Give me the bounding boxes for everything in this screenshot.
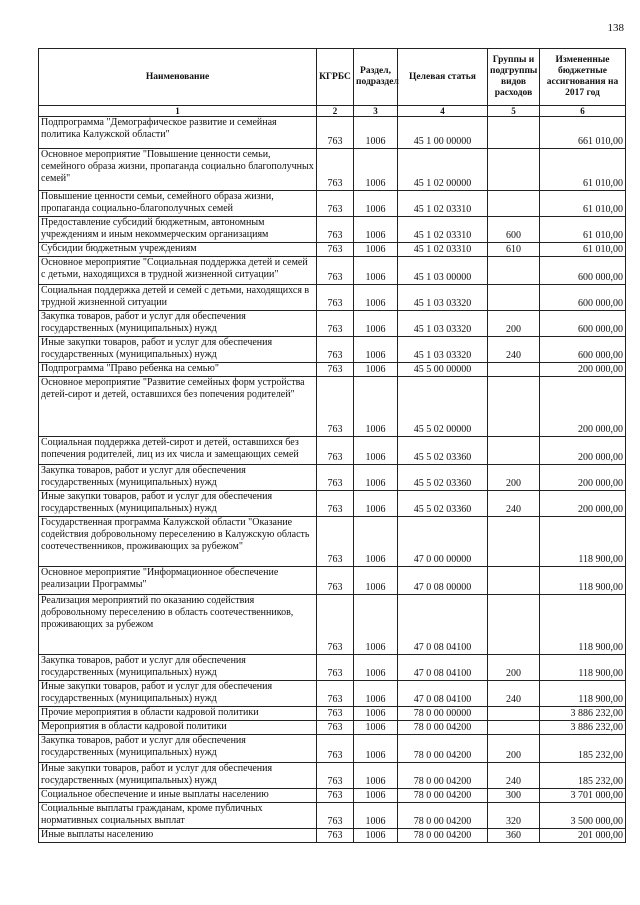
column-number: 2 — [317, 106, 354, 117]
table-row — [39, 803, 626, 829]
row-kgrbs: 763 — [317, 655, 354, 681]
row-target: 45 1 03 00000 — [398, 257, 488, 285]
row-group — [488, 285, 540, 311]
row-target: 45 1 02 03310 — [398, 243, 488, 257]
row-group — [488, 517, 540, 567]
row-target: 78 0 00 04200 — [398, 735, 488, 763]
row-kgrbs: 763 — [317, 117, 354, 149]
budget-table — [38, 48, 626, 843]
row-target: 78 0 00 04200 — [398, 803, 488, 829]
table-row — [39, 337, 626, 363]
row-amount: 200 000,00 — [540, 465, 626, 491]
row-section: 1006 — [354, 377, 398, 437]
row-amount: 61 010,00 — [540, 217, 626, 243]
table-row — [39, 517, 626, 567]
row-group — [488, 149, 540, 191]
row-kgrbs: 763 — [317, 243, 354, 257]
row-section: 1006 — [354, 517, 398, 567]
row-group — [488, 567, 540, 595]
table-row — [39, 655, 626, 681]
table-row — [39, 735, 626, 763]
row-target: 78 0 00 04200 — [398, 789, 488, 803]
row-target: 45 1 03 03320 — [398, 311, 488, 337]
row-target: 45 5 02 03360 — [398, 491, 488, 517]
table-row — [39, 363, 626, 377]
row-group: 200 — [488, 735, 540, 763]
row-group — [488, 363, 540, 377]
table-row — [39, 681, 626, 707]
row-group: 320 — [488, 803, 540, 829]
row-target: 47 0 08 00000 — [398, 567, 488, 595]
row-amount: 118 900,00 — [540, 595, 626, 655]
column-number: 6 — [540, 106, 626, 117]
table-row — [39, 437, 626, 465]
row-target: 78 0 00 04200 — [398, 763, 488, 789]
table-row — [39, 595, 626, 655]
row-section: 1006 — [354, 149, 398, 191]
row-amount: 200 000,00 — [540, 491, 626, 517]
row-target: 47 0 00 00000 — [398, 517, 488, 567]
header-target: Целевая статья — [398, 49, 488, 106]
row-name: Иные закупки товаров, работ и услуг для обеспечения государственных (муниципальных) нужд — [39, 763, 317, 789]
row-amount: 200 000,00 — [540, 377, 626, 437]
row-kgrbs: 763 — [317, 517, 354, 567]
row-section: 1006 — [354, 363, 398, 377]
row-group — [488, 721, 540, 735]
row-section: 1006 — [354, 257, 398, 285]
column-number: 3 — [354, 106, 398, 117]
row-section: 1006 — [354, 311, 398, 337]
row-name: Государственная программа Калужской области "Оказание содействия добровольному переселению в Калужскую область соотечественников, проживающих за рубежом" — [39, 517, 317, 567]
row-kgrbs: 763 — [317, 257, 354, 285]
table-row — [39, 721, 626, 735]
row-amount: 600 000,00 — [540, 337, 626, 363]
row-target: 47 0 08 04100 — [398, 595, 488, 655]
row-target: 45 5 02 03360 — [398, 465, 488, 491]
row-section: 1006 — [354, 803, 398, 829]
row-target: 78 0 00 04200 — [398, 721, 488, 735]
row-kgrbs: 763 — [317, 789, 354, 803]
row-name: Закупка товаров, работ и услуг для обеспечения государственных (муниципальных) нужд — [39, 735, 317, 763]
row-amount: 200 000,00 — [540, 363, 626, 377]
row-amount: 3 500 000,00 — [540, 803, 626, 829]
row-amount: 3 886 232,00 — [540, 707, 626, 721]
row-name: Иные закупки товаров, работ и услуг для обеспечения государственных (муниципальных) нужд — [39, 491, 317, 517]
row-kgrbs: 763 — [317, 595, 354, 655]
row-name: Закупка товаров, работ и услуг для обеспечения государственных (муниципальных) нужд — [39, 655, 317, 681]
row-group: 610 — [488, 243, 540, 257]
row-target: 45 5 02 03360 — [398, 437, 488, 465]
row-section: 1006 — [354, 735, 398, 763]
row-kgrbs: 763 — [317, 377, 354, 437]
row-group: 240 — [488, 337, 540, 363]
row-amount: 600 000,00 — [540, 257, 626, 285]
table-row — [39, 257, 626, 285]
row-section: 1006 — [354, 763, 398, 789]
row-kgrbs: 763 — [317, 681, 354, 707]
row-kgrbs: 763 — [317, 707, 354, 721]
row-section: 1006 — [354, 789, 398, 803]
row-name: Основное мероприятие "Социальная поддержка детей и семей с детьми, находящихся в трудной жизненной ситуации" — [39, 257, 317, 285]
row-group: 240 — [488, 763, 540, 789]
column-number: 1 — [39, 106, 317, 117]
row-amount: 3 886 232,00 — [540, 721, 626, 735]
row-amount: 200 000,00 — [540, 437, 626, 465]
row-amount: 661 010,00 — [540, 117, 626, 149]
row-section: 1006 — [354, 491, 398, 517]
row-section: 1006 — [354, 191, 398, 217]
row-section: 1006 — [354, 567, 398, 595]
row-kgrbs: 763 — [317, 149, 354, 191]
table-row — [39, 149, 626, 191]
row-amount: 118 900,00 — [540, 517, 626, 567]
table-row — [39, 117, 626, 149]
row-name: Закупка товаров, работ и услуг для обеспечения государственных (муниципальных) нужд — [39, 311, 317, 337]
row-name: Закупка товаров, работ и услуг для обеспечения государственных (муниципальных) нужд — [39, 465, 317, 491]
row-group — [488, 257, 540, 285]
table-row — [39, 377, 626, 437]
row-group: 240 — [488, 491, 540, 517]
row-target: 45 5 02 00000 — [398, 377, 488, 437]
table-row — [39, 285, 626, 311]
row-amount: 185 232,00 — [540, 763, 626, 789]
row-group: 240 — [488, 681, 540, 707]
row-amount: 600 000,00 — [540, 285, 626, 311]
row-target: 45 1 03 03320 — [398, 337, 488, 363]
row-section: 1006 — [354, 707, 398, 721]
row-kgrbs: 763 — [317, 567, 354, 595]
row-section: 1006 — [354, 465, 398, 491]
row-group: 200 — [488, 465, 540, 491]
table-row — [39, 707, 626, 721]
row-name: Прочие мероприятия в области кадровой политики — [39, 707, 317, 721]
row-amount: 185 232,00 — [540, 735, 626, 763]
column-number: 4 — [398, 106, 488, 117]
row-kgrbs: 763 — [317, 363, 354, 377]
row-amount: 61 010,00 — [540, 243, 626, 257]
row-amount: 61 010,00 — [540, 191, 626, 217]
row-section: 1006 — [354, 337, 398, 363]
row-amount: 201 000,00 — [540, 829, 626, 843]
column-number-row — [39, 106, 626, 117]
row-target: 47 0 08 04100 — [398, 681, 488, 707]
table-row — [39, 465, 626, 491]
row-kgrbs: 763 — [317, 337, 354, 363]
row-name: Реализация мероприятий по оказанию содействия добровольному переселению в область соотечественников, проживающих за рубежом — [39, 595, 317, 655]
row-name: Подпрограмма "Право ребенка на семью" — [39, 363, 317, 377]
header-name: Наименование — [39, 49, 317, 106]
row-group: 600 — [488, 217, 540, 243]
row-kgrbs: 763 — [317, 803, 354, 829]
row-group — [488, 437, 540, 465]
header-groups: Группы и подгруппы видов расходов — [488, 49, 540, 106]
row-group — [488, 117, 540, 149]
column-number: 5 — [488, 106, 540, 117]
row-group: 200 — [488, 655, 540, 681]
row-target: 45 1 02 00000 — [398, 149, 488, 191]
table-row — [39, 191, 626, 217]
row-group: 360 — [488, 829, 540, 843]
row-target: 47 0 08 04100 — [398, 655, 488, 681]
table-row — [39, 829, 626, 843]
row-kgrbs: 763 — [317, 829, 354, 843]
row-kgrbs: 763 — [317, 311, 354, 337]
row-group — [488, 595, 540, 655]
row-amount: 600 000,00 — [540, 311, 626, 337]
row-name: Основное мероприятие "Информационное обеспечение реализации Программы" — [39, 567, 317, 595]
row-kgrbs: 763 — [317, 465, 354, 491]
row-target: 45 5 00 00000 — [398, 363, 488, 377]
row-kgrbs: 763 — [317, 763, 354, 789]
row-section: 1006 — [354, 217, 398, 243]
row-name: Иные закупки товаров, работ и услуг для обеспечения государственных (муниципальных) нужд — [39, 337, 317, 363]
row-group — [488, 191, 540, 217]
row-name: Социальные выплаты гражданам, кроме публичных нормативных социальных выплат — [39, 803, 317, 829]
row-target: 78 0 00 04200 — [398, 829, 488, 843]
table-row — [39, 243, 626, 257]
header-row — [39, 49, 626, 106]
row-amount: 118 900,00 — [540, 567, 626, 595]
row-target: 45 1 03 03320 — [398, 285, 488, 311]
row-section: 1006 — [354, 655, 398, 681]
row-name: Предоставление субсидий бюджетным, автономным учреждениям и иным некоммерческим организациям — [39, 217, 317, 243]
row-kgrbs: 763 — [317, 217, 354, 243]
row-kgrbs: 763 — [317, 437, 354, 465]
row-amount: 118 900,00 — [540, 681, 626, 707]
row-amount: 118 900,00 — [540, 655, 626, 681]
row-group: 300 — [488, 789, 540, 803]
row-amount: 3 701 000,00 — [540, 789, 626, 803]
row-target: 45 1 02 03310 — [398, 191, 488, 217]
row-group — [488, 707, 540, 721]
table-row — [39, 789, 626, 803]
row-target: 45 1 00 00000 — [398, 117, 488, 149]
row-kgrbs: 763 — [317, 721, 354, 735]
row-name: Подпрограмма "Демографическое развитие и семейная политика Калужской области" — [39, 117, 317, 149]
table-row — [39, 311, 626, 337]
header-kgrbs: КГРБС — [317, 49, 354, 106]
row-name: Иные выплаты населению — [39, 829, 317, 843]
row-group: 200 — [488, 311, 540, 337]
page-number: 138 — [607, 22, 624, 34]
row-section: 1006 — [354, 285, 398, 311]
row-name: Основное мероприятие "Развитие семейных форм устройства детей-сирот и детей, оставшихся без попечения родителей" — [39, 377, 317, 437]
row-section: 1006 — [354, 595, 398, 655]
header-amount: Измененные бюджетные ассигнования на 2017 год — [540, 49, 626, 106]
header-section: Раздел, подраздел — [354, 49, 398, 106]
row-amount: 61 010,00 — [540, 149, 626, 191]
row-section: 1006 — [354, 829, 398, 843]
table-row — [39, 763, 626, 789]
row-kgrbs: 763 — [317, 191, 354, 217]
row-section: 1006 — [354, 721, 398, 735]
row-section: 1006 — [354, 437, 398, 465]
row-section: 1006 — [354, 681, 398, 707]
row-section: 1006 — [354, 243, 398, 257]
row-target: 78 0 00 00000 — [398, 707, 488, 721]
table-row — [39, 491, 626, 517]
row-name: Социальное обеспечение и иные выплаты населению — [39, 789, 317, 803]
row-name: Социальная поддержка детей-сирот и детей, оставшихся без попечения родителей, лиц из их числа и замещающих семей — [39, 437, 317, 465]
row-name: Повышение ценности семьи, семейного образа жизни, пропаганда социально-благополучных семей — [39, 191, 317, 217]
row-name: Основное мероприятие "Повышение ценности семьи, семейного образа жизни, пропаганда социально благополучных семей" — [39, 149, 317, 191]
row-kgrbs: 763 — [317, 491, 354, 517]
row-target: 45 1 02 03310 — [398, 217, 488, 243]
row-kgrbs: 763 — [317, 285, 354, 311]
row-name: Мероприятия в области кадровой политики — [39, 721, 317, 735]
row-section: 1006 — [354, 117, 398, 149]
row-name: Субсидии бюджетным учреждениям — [39, 243, 317, 257]
table-row — [39, 217, 626, 243]
row-group — [488, 377, 540, 437]
row-name: Социальная поддержка детей и семей с детьми, находящихся в трудной жизненной ситуации — [39, 285, 317, 311]
row-kgrbs: 763 — [317, 735, 354, 763]
row-name: Иные закупки товаров, работ и услуг для обеспечения государственных (муниципальных) нужд — [39, 681, 317, 707]
table-row — [39, 567, 626, 595]
